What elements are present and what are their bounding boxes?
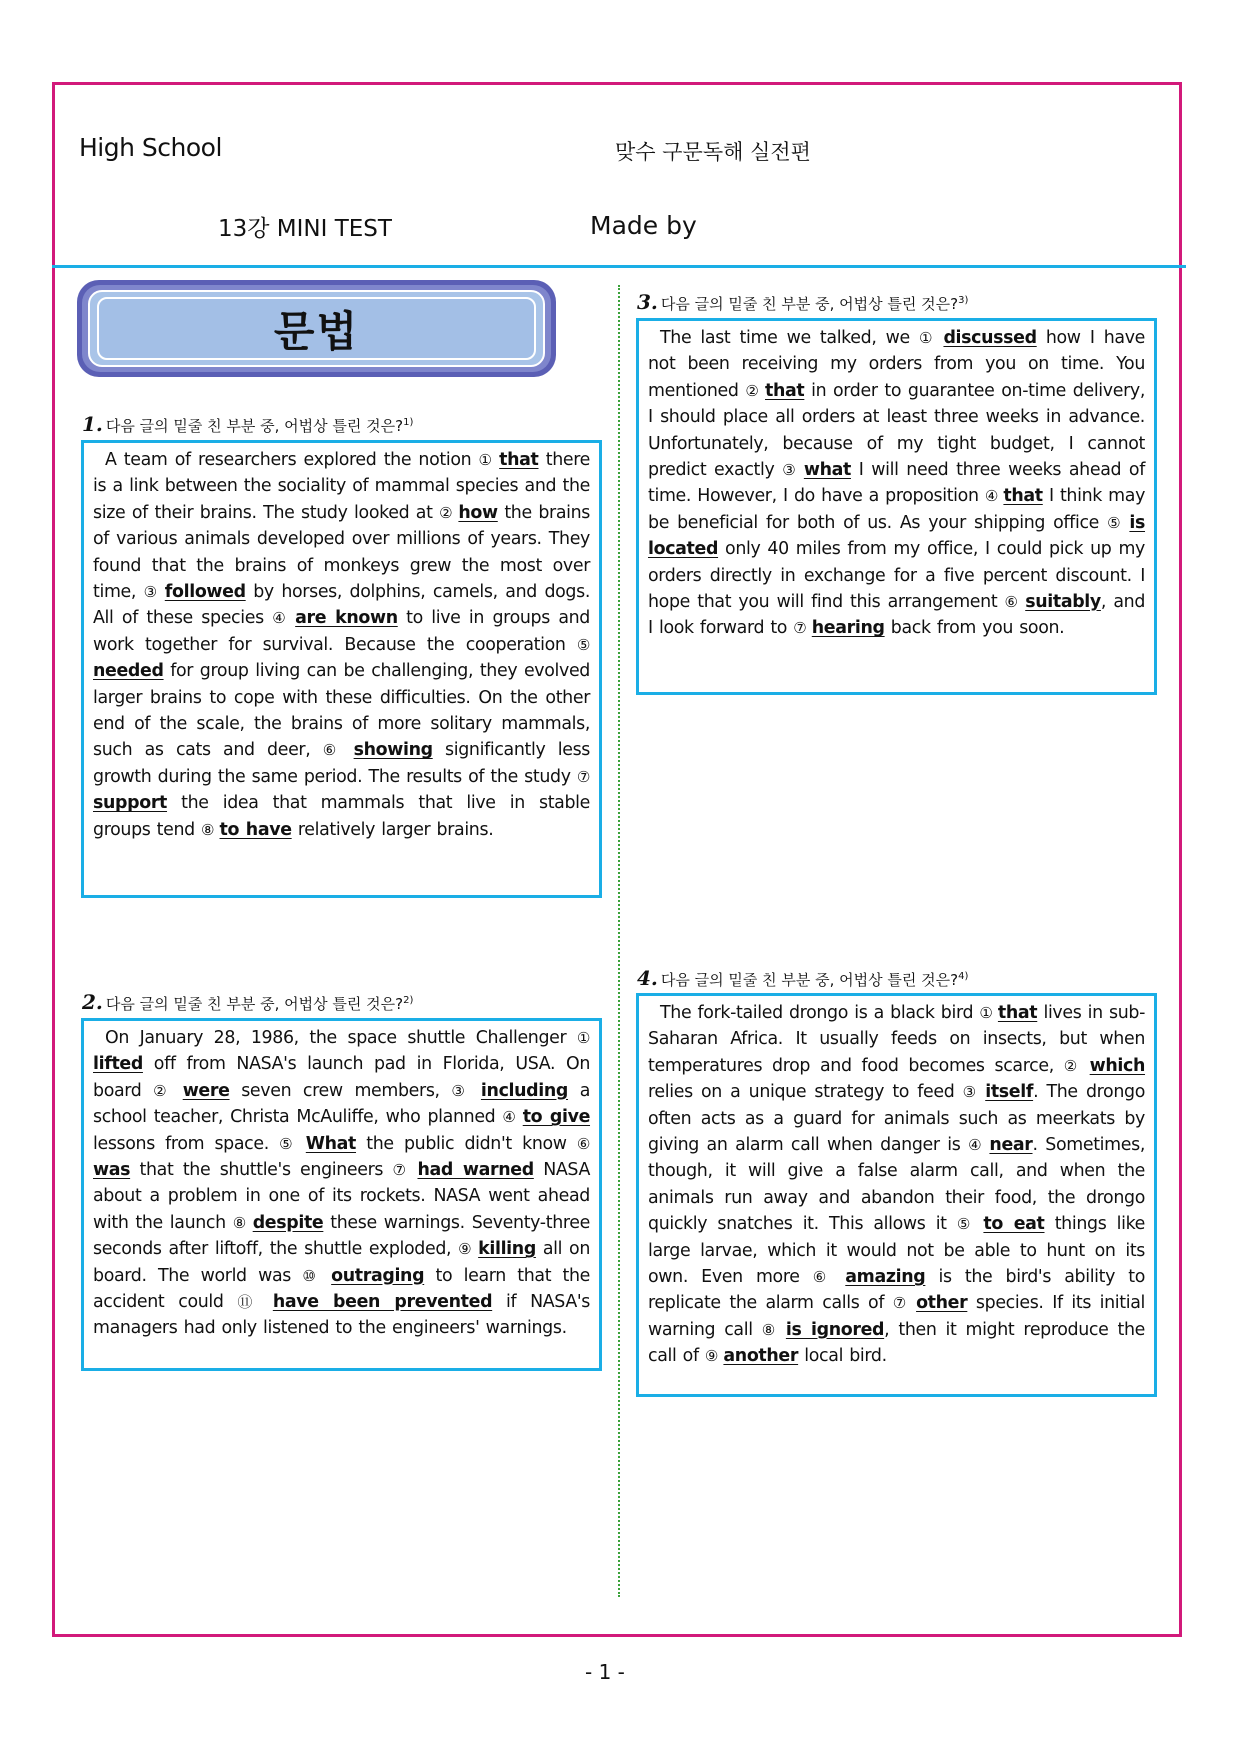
choice-marker: ③ bbox=[143, 583, 165, 602]
choice-marker: ⑤ bbox=[1107, 513, 1130, 532]
question-prompt: 다음 글의 밑줄 친 부분 중, 어법상 틀린 것은? bbox=[660, 971, 959, 989]
school-level-label: High School bbox=[79, 133, 222, 162]
footnote-marker: 2) bbox=[403, 995, 414, 1006]
question-prompt: 다음 글의 밑줄 친 부분 중, 어법상 틀린 것은? bbox=[105, 417, 404, 435]
passage-fragment: lessons from space. bbox=[93, 1133, 280, 1154]
passage-fragment: a school teacher, Christa McAuliffe, who planned bbox=[93, 1080, 591, 1128]
choice-marker: ⑨ bbox=[458, 1240, 479, 1259]
choice-marker: ⑥ bbox=[322, 741, 354, 760]
underlined-choice: followed bbox=[164, 582, 246, 603]
made-by-label: Made by bbox=[590, 211, 697, 240]
choice-marker: ⑥ bbox=[576, 1134, 591, 1153]
underlined-choice: how bbox=[458, 502, 498, 523]
choice-marker: ⑦ bbox=[892, 1294, 917, 1313]
underlined-choice: lifted bbox=[93, 1054, 143, 1075]
question-2-heading bbox=[82, 990, 413, 1014]
choice-marker: ③ bbox=[451, 1081, 481, 1100]
underlined-choice: to give bbox=[522, 1107, 591, 1128]
passage-fragment: these warnings. Seventy-three seconds after liftoff, the shuttle exploded, bbox=[93, 1212, 590, 1260]
passage-fragment: that the shuttle's engineers bbox=[130, 1160, 393, 1181]
underlined-choice: hearing bbox=[811, 618, 885, 639]
header-rule bbox=[52, 265, 1186, 268]
column-divider bbox=[618, 285, 620, 1597]
choice-marker: ⑧ bbox=[761, 1320, 786, 1339]
underlined-choice: suitably bbox=[1025, 592, 1101, 613]
choice-marker: ① bbox=[576, 1029, 590, 1047]
footnote-marker: 3) bbox=[958, 295, 969, 306]
underlined-choice: are known bbox=[295, 608, 398, 629]
underlined-choice: that bbox=[499, 450, 539, 470]
passage-text bbox=[93, 447, 590, 843]
passage-fragment: only 40 miles from my office, I could pick up my orders directly in exchange for a five percent discount. I hope that you will find this arrangement bbox=[648, 539, 1145, 613]
underlined-choice: including bbox=[480, 1080, 569, 1101]
choice-marker: ② bbox=[745, 381, 765, 400]
passage-fragment: , and I look forward to bbox=[648, 592, 1146, 639]
passage-fragment: On January 28, 1986, the space shuttle Challenger bbox=[105, 1028, 577, 1048]
passage-fragment: seven crew members, bbox=[229, 1080, 452, 1101]
passage-fragment: species. If its initial warning call bbox=[648, 1293, 1145, 1340]
question-number: 3. bbox=[637, 290, 658, 314]
underlined-choice: had warned bbox=[417, 1160, 534, 1181]
question-prompt: 다음 글의 밑줄 친 부분 중, 어법상 틀린 것은? bbox=[105, 995, 404, 1013]
question-3-passage bbox=[636, 318, 1157, 695]
passage-fragment: things like large larvae, which it would not be able to hunt on its own. Even more bbox=[648, 1214, 1146, 1288]
passage-fragment: if NASA's managers had only listened to the engineers' warnings. bbox=[93, 1292, 591, 1339]
underlined-choice: outraging bbox=[331, 1265, 425, 1286]
passage-text bbox=[93, 1025, 590, 1342]
underlined-choice: needed bbox=[93, 661, 164, 682]
question-4-heading bbox=[637, 966, 968, 990]
underlined-choice: discussed bbox=[943, 328, 1037, 348]
choice-marker: ② bbox=[1063, 1056, 1090, 1075]
passage-fragment: the public didn't know bbox=[356, 1133, 577, 1154]
choice-marker: ④ bbox=[968, 1136, 990, 1155]
choice-marker: ① bbox=[478, 451, 500, 469]
passage-fragment: how I have not been receiving my orders from you on time. You mentioned bbox=[648, 328, 1146, 401]
passage-fragment: off from NASA's launch pad in Florida, USA. On board bbox=[93, 1054, 590, 1101]
question-3-heading bbox=[637, 290, 968, 314]
underlined-choice: near bbox=[989, 1135, 1033, 1156]
underlined-choice: were bbox=[182, 1080, 230, 1101]
underlined-choice: is ignored bbox=[785, 1319, 885, 1340]
choice-marker: ① bbox=[919, 329, 944, 347]
passage-fragment: by horses, dolphins, camels, and dogs. All of these species bbox=[93, 582, 591, 629]
page-number: - 1 - bbox=[585, 1660, 625, 1684]
underlined-choice: despite bbox=[252, 1212, 324, 1233]
underlined-choice: another bbox=[723, 1346, 799, 1367]
passage-fragment: The last time we talked, we bbox=[660, 328, 920, 348]
passage-fragment: significantly less growth during the same period. The results of the study bbox=[93, 740, 591, 787]
choice-marker: ⑦ bbox=[793, 619, 812, 638]
passage-fragment: in order to guarantee on-time delivery, I should place all orders at least three weeks in advance. Unfortunately, because of my tight budget, I cannot predict exactly bbox=[648, 380, 1145, 481]
passage-fragment: relies on a unique strategy to feed bbox=[648, 1082, 963, 1103]
section-banner bbox=[77, 280, 556, 377]
choice-marker: ② bbox=[439, 503, 459, 522]
choice-marker: ⑨ bbox=[704, 1347, 724, 1366]
question-1-passage bbox=[81, 440, 602, 898]
underlined-choice: have been prevented bbox=[272, 1292, 493, 1313]
underlined-choice: to have bbox=[219, 819, 292, 840]
choice-marker: ⑤ bbox=[956, 1215, 984, 1234]
choice-marker: ② bbox=[153, 1081, 183, 1100]
underlined-choice: to eat bbox=[983, 1214, 1045, 1235]
passage-fragment: relatively larger brains. bbox=[291, 819, 494, 840]
question-1-heading bbox=[82, 412, 413, 436]
choice-marker: ⑤ bbox=[279, 1134, 306, 1153]
passage-fragment: for group living can be challenging, they evolved larger brains to cope with these difficulties. On the other end of the scale, the brains of more solitary mammals, such as cats and deer, bbox=[93, 661, 590, 761]
underlined-choice: What bbox=[305, 1133, 357, 1154]
passage-text bbox=[648, 325, 1145, 642]
test-title: 13강 MINI TEST bbox=[218, 216, 392, 242]
choice-marker: ⑦ bbox=[576, 767, 590, 786]
passage-fragment: local bird. bbox=[798, 1346, 887, 1367]
passage-fragment: I think may be beneficial for both of us. As your shipping office bbox=[648, 486, 1146, 533]
underlined-choice: was bbox=[93, 1160, 131, 1181]
passage-text bbox=[648, 1000, 1145, 1370]
passage-fragment: , then it might reproduce the call of bbox=[648, 1319, 1145, 1367]
question-number: 4. bbox=[637, 966, 658, 990]
passage-fragment: The fork-tailed drongo is a black bird bbox=[660, 1003, 980, 1023]
underlined-choice: that bbox=[997, 1003, 1038, 1023]
choice-marker: ④ bbox=[502, 1108, 523, 1127]
passage-fragment: A team of researchers explored the notion bbox=[105, 450, 479, 470]
underlined-choice: that bbox=[765, 380, 805, 401]
banner-plate bbox=[97, 297, 536, 360]
passage-fragment: lives in sub-Saharan Africa. It usually feeds on insects, but when temperatures drop and food becomes scarce, bbox=[648, 1003, 1146, 1076]
passage-fragment: the idea that mammals that live in stable groups tend bbox=[93, 793, 590, 840]
choice-marker: ③ bbox=[962, 1083, 986, 1102]
passage-fragment: all on board. The world was bbox=[93, 1239, 590, 1286]
passage-fragment: there is a link between the sociality of mammal species and the size of their brains. The study looked at bbox=[93, 450, 591, 523]
choice-marker: ⑧ bbox=[232, 1213, 253, 1232]
underlined-choice: itself bbox=[985, 1082, 1034, 1103]
underlined-choice: is located bbox=[648, 512, 1146, 560]
choice-marker: ⑥ bbox=[812, 1268, 846, 1287]
passage-fragment: to live in groups and work together for survival. Because the cooperation bbox=[93, 608, 591, 655]
choice-marker: ③ bbox=[782, 461, 804, 480]
choice-marker: ① bbox=[979, 1004, 998, 1022]
footnote-marker: 1) bbox=[403, 417, 414, 428]
choice-marker: ④ bbox=[984, 487, 1004, 506]
passage-fragment: I will need three weeks ahead of time. However, I do have a proposition bbox=[648, 460, 1145, 507]
underlined-choice: killing bbox=[478, 1239, 536, 1260]
passage-fragment: is the bird's ability to replicate the alarm calls of bbox=[648, 1267, 1146, 1314]
choice-marker: ⑥ bbox=[1004, 593, 1026, 612]
choice-marker: ⑦ bbox=[392, 1161, 418, 1180]
underlined-choice: what bbox=[803, 460, 851, 481]
underlined-choice: showing bbox=[353, 740, 433, 761]
book-title: 맞수 구문독해 실전편 bbox=[615, 140, 811, 164]
choice-marker: ④ bbox=[272, 609, 296, 628]
underlined-choice: other bbox=[916, 1293, 968, 1314]
underlined-choice: that bbox=[1003, 486, 1043, 507]
choice-marker: ⑧ bbox=[201, 820, 220, 839]
underlined-choice: amazing bbox=[845, 1267, 926, 1288]
question-2-passage bbox=[81, 1018, 602, 1371]
underlined-choice: which bbox=[1089, 1055, 1146, 1076]
passage-fragment: NASA about a problem in one of its rockets. NASA went ahead with the launch bbox=[93, 1160, 590, 1233]
passage-fragment: . Sometimes, though, it will give a false alarm call, and when the animals run away and abandon their food, the drongo quickly snatches it. This allows it bbox=[648, 1135, 1145, 1235]
section-title: 문법 bbox=[273, 306, 360, 356]
passage-fragment: . The drongo often acts as a guard for animals such as meerkats by giving an alarm call when danger is bbox=[648, 1082, 1145, 1156]
underlined-choice: support bbox=[93, 793, 168, 814]
passage-fragment: the brains of various animals developed over millions of years. They found that the brains of monkeys grew the most over time, bbox=[93, 502, 591, 603]
question-number: 1. bbox=[82, 412, 103, 436]
choice-marker: ⑩ bbox=[302, 1266, 332, 1285]
question-prompt: 다음 글의 밑줄 친 부분 중, 어법상 틀린 것은? bbox=[660, 295, 959, 313]
choice-marker: ⑤ bbox=[576, 635, 590, 654]
footnote-marker: 4) bbox=[958, 971, 969, 982]
question-4-passage bbox=[636, 993, 1157, 1397]
choice-marker: ⑪ bbox=[237, 1293, 273, 1312]
passage-fragment: back from you soon. bbox=[884, 618, 1065, 639]
passage-fragment: to learn that the accident could bbox=[93, 1265, 590, 1313]
question-number: 2. bbox=[82, 990, 103, 1014]
